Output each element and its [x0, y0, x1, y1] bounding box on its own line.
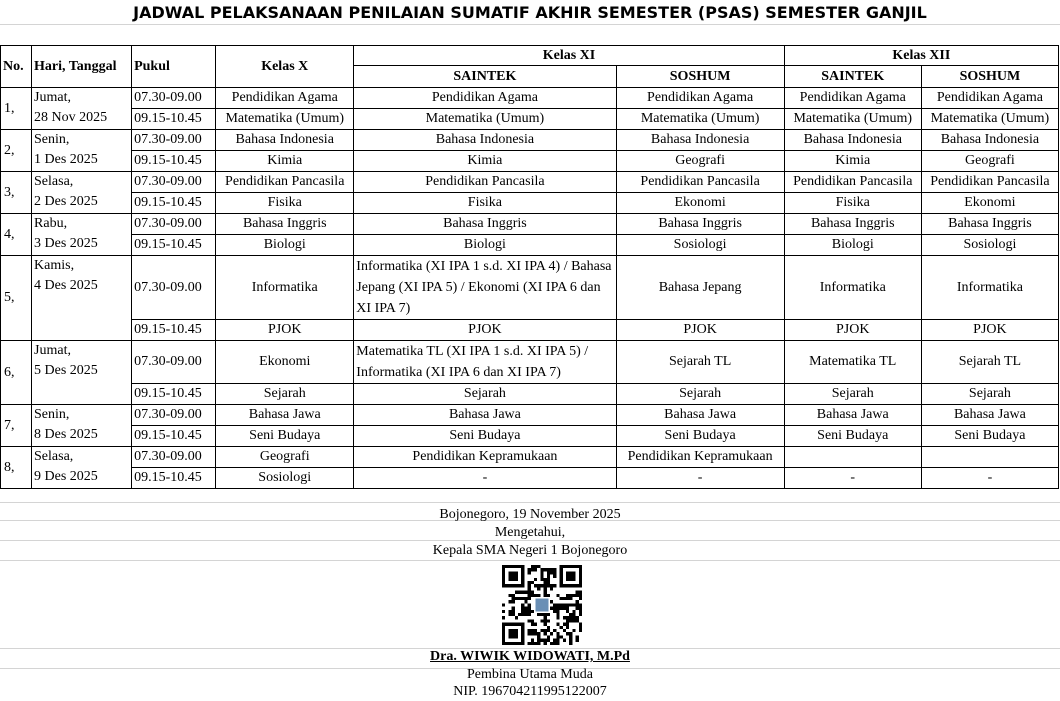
gridline: [0, 502, 1060, 503]
table-row: [1, 447, 1059, 468]
subject-kelas-x: Bahasa Indonesia: [216, 130, 354, 151]
time-cell: 07.30-09.00: [132, 405, 216, 426]
table-row: [1, 468, 1059, 489]
time-cell: 07.30-09.00: [132, 341, 216, 384]
subject-xii-saintek: Bahasa Inggris: [784, 214, 921, 235]
day-name: Rabu,: [34, 216, 68, 231]
header-day-date: Hari, Tanggal: [32, 46, 132, 88]
subject-xii-saintek: Pendidikan Pancasila: [784, 172, 921, 193]
day-date-cell: [32, 88, 132, 130]
subject-kelas-x: Pendidikan Agama: [216, 88, 354, 109]
gridline: [0, 560, 1060, 561]
subject-xi-saintek: Matematika (Umum): [354, 109, 616, 130]
day-name: Selasa,: [34, 174, 74, 189]
time-cell: 09.15-10.45: [132, 426, 216, 447]
subject-xi-soshum: Sejarah TL: [616, 341, 784, 384]
signature-place-date: Bojonegoro, 19 November 2025: [439, 507, 621, 522]
day-date-cell: [32, 130, 132, 172]
day-date-cell: [32, 447, 132, 489]
subject-xii-soshum: Sejarah TL: [921, 341, 1058, 384]
subject-xii-soshum: Bahasa Inggris: [921, 214, 1058, 235]
table-row: [1, 341, 1059, 384]
signatory-name: Dra. WIWIK WIDOWATI, M.Pd: [430, 649, 630, 664]
subject-xi-saintek: Matematika TL (XI IPA 1 s.d. XI IPA 5) / Informatika (XI IPA 6 dan XI IPA 7): [354, 341, 616, 384]
subject-xii-soshum: Bahasa Jawa: [921, 405, 1058, 426]
time-cell: 07.30-09.00: [132, 256, 216, 320]
gridline: [0, 24, 1060, 25]
subject-xi-saintek: Seni Budaya: [354, 426, 616, 447]
day-name: Jumat,: [34, 343, 71, 358]
signatory-nip: NIP. 196704211995122007: [453, 684, 607, 699]
subject-xii-saintek: Pendidikan Agama: [784, 88, 921, 109]
subject-xii-saintek: Sejarah: [784, 384, 921, 405]
subject-xi-soshum: Bahasa Inggris: [616, 214, 784, 235]
table-row: [1, 320, 1059, 341]
subject-kelas-x: Bahasa Inggris: [216, 214, 354, 235]
table-row: [1, 130, 1059, 151]
subject-xi-saintek: Kimia: [354, 151, 616, 172]
time-cell: 09.15-10.45: [132, 235, 216, 256]
subject-xii-soshum: Geografi: [921, 151, 1058, 172]
subject-xi-saintek: PJOK: [354, 320, 616, 341]
subject-xi-soshum: Pendidikan Pancasila: [616, 172, 784, 193]
table-row: [1, 214, 1059, 235]
subject-xii-soshum: Informatika: [921, 256, 1058, 320]
day-date-cell: [32, 172, 132, 214]
header-time: Pukul: [132, 46, 216, 88]
signature-position: Kepala SMA Negeri 1 Bojonegoro: [432, 543, 628, 558]
table-row: [1, 109, 1059, 130]
date: 1 Des 2025: [34, 152, 98, 167]
day-name: Senin,: [34, 407, 70, 422]
qr-code-signature: [502, 565, 582, 645]
subject-xii-saintek: Bahasa Jawa: [784, 405, 921, 426]
time-cell: 09.15-10.45: [132, 193, 216, 214]
subject-xii-saintek: Biologi: [784, 235, 921, 256]
subject-xi-saintek: -: [354, 468, 616, 489]
row-number: 4,: [1, 214, 32, 256]
subject-xii-soshum: Seni Budaya: [921, 426, 1058, 447]
time-cell: 07.30-09.00: [132, 172, 216, 193]
subject-xii-soshum: Bahasa Indonesia: [921, 130, 1058, 151]
subject-xii-saintek: Fisika: [784, 193, 921, 214]
subject-xii-saintek: [784, 447, 921, 468]
subject-xi-saintek: Fisika: [354, 193, 616, 214]
time-cell: 09.15-10.45: [132, 468, 216, 489]
subject-kelas-x: Pendidikan Pancasila: [216, 172, 354, 193]
subject-kelas-x: Geografi: [216, 447, 354, 468]
subject-kelas-x: Bahasa Jawa: [216, 405, 354, 426]
table-row: [1, 151, 1059, 172]
subject-xi-soshum: Ekonomi: [616, 193, 784, 214]
subject-xi-soshum: Sosiologi: [616, 235, 784, 256]
subject-xi-saintek: Bahasa Jawa: [354, 405, 616, 426]
table-row: [1, 193, 1059, 214]
date: 5 Des 2025: [34, 363, 98, 378]
row-number: 2,: [1, 130, 32, 172]
row-number: 1,: [1, 88, 32, 130]
subject-kelas-x: PJOK: [216, 320, 354, 341]
subject-xi-saintek: Sejarah: [354, 384, 616, 405]
time-cell: 07.30-09.00: [132, 214, 216, 235]
subject-xii-saintek: Kimia: [784, 151, 921, 172]
day-name: Jumat,: [34, 90, 71, 105]
table-row: [1, 426, 1059, 447]
day-date-cell: [32, 214, 132, 256]
row-number: 7,: [1, 405, 32, 447]
header-xii-soshum: SOSHUM: [921, 66, 1058, 88]
day-name: Senin,: [34, 132, 70, 147]
time-cell: 07.30-09.00: [132, 130, 216, 151]
subject-xii-saintek: -: [784, 468, 921, 489]
subject-kelas-x: Sosiologi: [216, 468, 354, 489]
subject-kelas-x: Seni Budaya: [216, 426, 354, 447]
subject-xii-soshum: -: [921, 468, 1058, 489]
day-name: Kamis,: [34, 258, 75, 273]
subject-xi-saintek: Pendidikan Agama: [354, 88, 616, 109]
date: 9 Des 2025: [34, 469, 98, 484]
subject-xi-soshum: Matematika (Umum): [616, 109, 784, 130]
header-xii-saintek: SAINTEK: [784, 66, 921, 88]
subject-xi-soshum: Seni Budaya: [616, 426, 784, 447]
time-cell: 09.15-10.45: [132, 151, 216, 172]
subject-xii-soshum: Ekonomi: [921, 193, 1058, 214]
subject-xi-saintek: Informatika (XI IPA 1 s.d. XI IPA 4) / Bahasa Jepang (XI IPA 5) / Ekonomi (XI IPA 6 dan XI IPA 7): [354, 256, 616, 320]
subject-kelas-x: Matematika (Umum): [216, 109, 354, 130]
header-xi-saintek: SAINTEK: [354, 66, 616, 88]
subject-xi-saintek: Pendidikan Pancasila: [354, 172, 616, 193]
date: 28 Nov 2025: [34, 110, 108, 125]
subject-xii-saintek: Seni Budaya: [784, 426, 921, 447]
subject-xi-soshum: Sejarah: [616, 384, 784, 405]
time-cell: 09.15-10.45: [132, 384, 216, 405]
subject-xi-soshum: Bahasa Indonesia: [616, 130, 784, 151]
subject-xii-soshum: Pendidikan Pancasila: [921, 172, 1058, 193]
date: 2 Des 2025: [34, 194, 98, 209]
time-cell: 07.30-09.00: [132, 88, 216, 109]
subject-xii-soshum: Sosiologi: [921, 235, 1058, 256]
subject-xii-saintek: Bahasa Indonesia: [784, 130, 921, 151]
table-row: [1, 235, 1059, 256]
day-date-cell: [32, 256, 132, 341]
header-xi-soshum: SOSHUM: [616, 66, 784, 88]
header-class-xii: Kelas XII: [784, 46, 1058, 66]
subject-kelas-x: Informatika: [216, 256, 354, 320]
subject-xi-saintek: Biologi: [354, 235, 616, 256]
table-row: [1, 88, 1059, 109]
table-row: [1, 256, 1059, 320]
subject-kelas-x: Sejarah: [216, 384, 354, 405]
day-date-cell: [32, 405, 132, 447]
subject-xi-soshum: Bahasa Jepang: [616, 256, 784, 320]
subject-xi-soshum: -: [616, 468, 784, 489]
subject-xi-soshum: Pendidikan Agama: [616, 88, 784, 109]
header-class-xi: Kelas XI: [354, 46, 784, 66]
time-cell: 07.30-09.00: [132, 447, 216, 468]
subject-kelas-x: Biologi: [216, 235, 354, 256]
subject-xii-saintek: Informatika: [784, 256, 921, 320]
table-row: [1, 405, 1059, 426]
subject-xii-saintek: Matematika (Umum): [784, 109, 921, 130]
row-number: 3,: [1, 172, 32, 214]
row-number: 5,: [1, 256, 32, 341]
subject-xii-soshum: Pendidikan Agama: [921, 88, 1058, 109]
subject-xii-soshum: Matematika (Umum): [921, 109, 1058, 130]
subject-xi-soshum: Bahasa Jawa: [616, 405, 784, 426]
schedule-table: [0, 45, 1059, 489]
day-date-cell: [32, 341, 132, 405]
subject-xii-soshum: PJOK: [921, 320, 1058, 341]
date: 3 Des 2025: [34, 236, 98, 251]
signature-acknowledged: Mengetahui,: [494, 525, 566, 540]
page-title: JADWAL PELAKSANAAN PENILAIAN SUMATIF AKHIR SEMESTER (PSAS) SEMESTER GANJIL: [133, 3, 927, 22]
subject-xii-soshum: [921, 447, 1058, 468]
row-number: 6,: [1, 341, 32, 405]
subject-xi-saintek: Pendidikan Kepramukaan: [354, 447, 616, 468]
date: 8 Des 2025: [34, 427, 98, 442]
header-no: No.: [1, 46, 32, 88]
subject-xi-saintek: Bahasa Inggris: [354, 214, 616, 235]
time-cell: 09.15-10.45: [132, 109, 216, 130]
subject-xi-soshum: Geografi: [616, 151, 784, 172]
subject-kelas-x: Kimia: [216, 151, 354, 172]
subject-xii-soshum: Sejarah: [921, 384, 1058, 405]
subject-kelas-x: Fisika: [216, 193, 354, 214]
subject-xii-saintek: PJOK: [784, 320, 921, 341]
subject-kelas-x: Ekonomi: [216, 341, 354, 384]
subject-xi-soshum: PJOK: [616, 320, 784, 341]
subject-xi-soshum: Pendidikan Kepramukaan: [616, 447, 784, 468]
table-row: [1, 384, 1059, 405]
day-name: Selasa,: [34, 449, 74, 464]
date: 4 Des 2025: [34, 278, 98, 293]
subject-xii-saintek: Matematika TL: [784, 341, 921, 384]
table-row: [1, 172, 1059, 193]
header-class-x: Kelas X: [216, 46, 354, 88]
signatory-rank: Pembina Utama Muda: [467, 667, 593, 682]
row-number: 8,: [1, 447, 32, 489]
subject-xi-saintek: Bahasa Indonesia: [354, 130, 616, 151]
time-cell: 09.15-10.45: [132, 320, 216, 341]
